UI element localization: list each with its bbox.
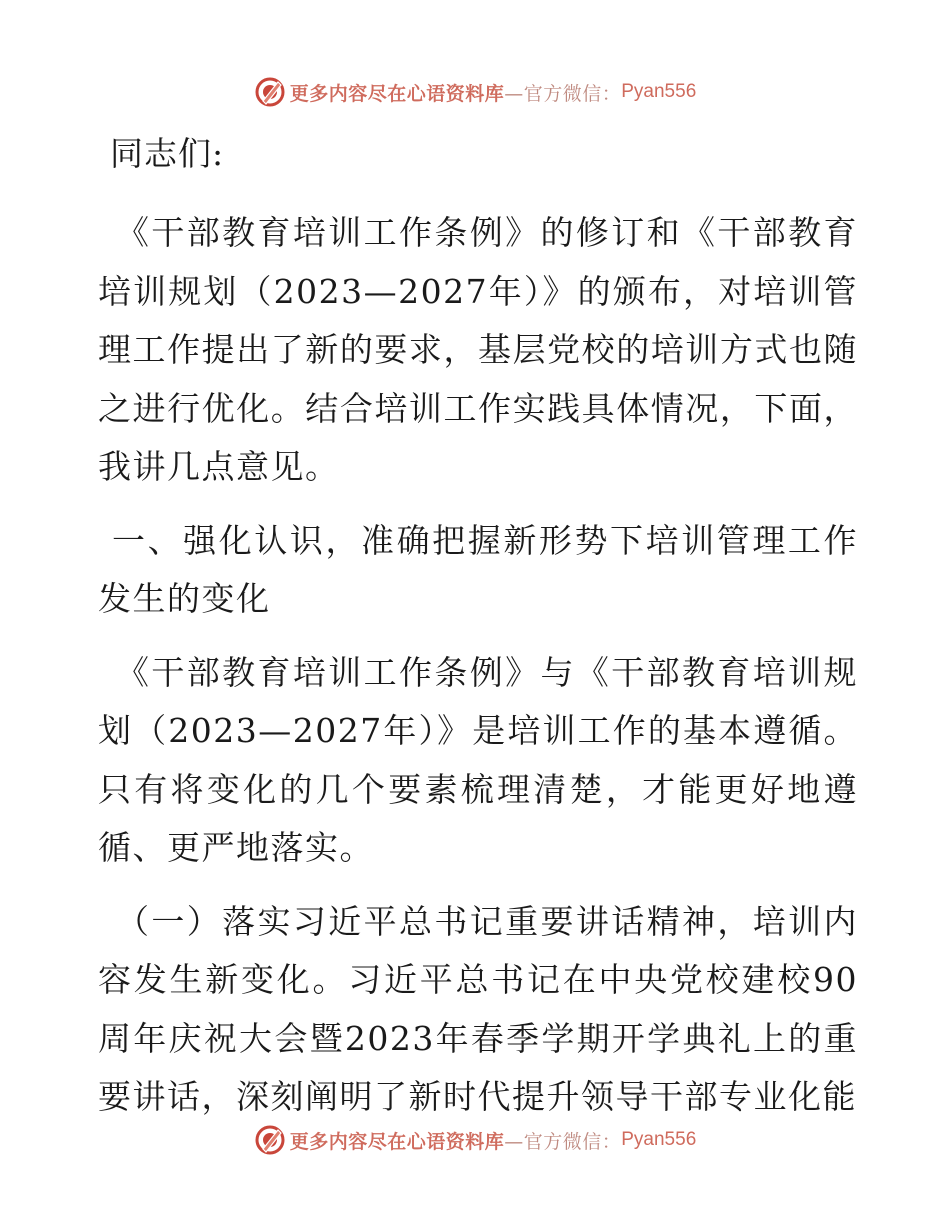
document-body [98, 120, 858, 1142]
watermark-separator: —官方微信： [504, 82, 622, 105]
watermark-footer [0, 1120, 950, 1160]
pen-logo-icon [254, 1124, 286, 1156]
salutation: 同志们: [110, 134, 225, 173]
paragraph-basis: 《干部教育培训工作条例》与《干部教育培训规划（2023—2027年）》是培训工作的基本遵循。只有将变化的几个要素梳理清楚，才能更好地遵循、更严地落实。 [98, 652, 858, 867]
watermark-separator: —官方微信： [504, 1130, 622, 1153]
watermark-wechat-id: Pyan556 [621, 1129, 697, 1150]
watermark-text: 更多内容尽在心语资料库 [289, 1130, 505, 1153]
watermark-header [0, 72, 950, 112]
paragraph-intro: 《干部教育培训工作条例》的修订和《干部教育培训规划（2023—2027年）》的颁布，对培训管理工作提出了新的要求，基层党校的培训方式也随之进行优化。结合培训工作实践具体情况，下面，我讲几点意见。 [98, 213, 858, 486]
pen-logo-icon [254, 76, 286, 108]
paragraph-point-one: （一）落实习近平总书记重要讲话精神，培训内容发生新变化。习近平总书记在中央党校建校90周年庆祝大会暨2023年春季学期开学典礼上的重要讲话，深刻阐明了新时代提升领导干部专业化能 [98, 901, 858, 1116]
watermark-wechat-id: Pyan556 [621, 81, 697, 102]
watermark-text: 更多内容尽在心语资料库 [289, 82, 505, 105]
section-heading: 一、强化认识，准确把握新形势下培训管理工作发生的变化 [98, 520, 858, 618]
